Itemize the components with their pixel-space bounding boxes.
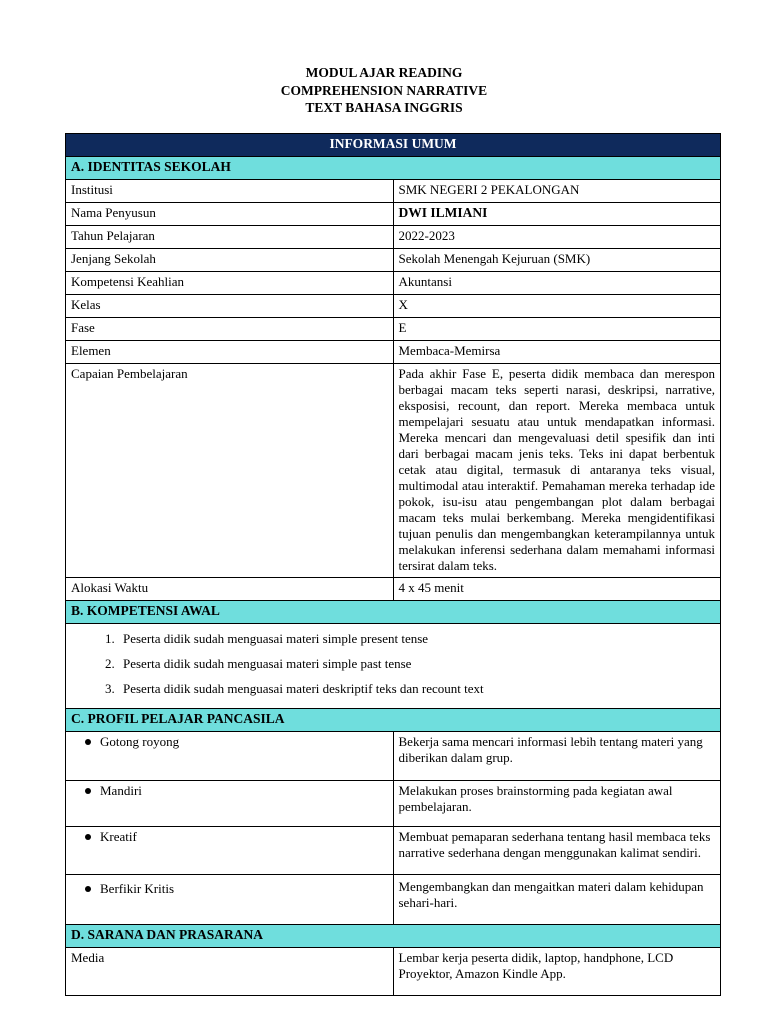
table-row xyxy=(66,318,721,341)
list-item: 1. Peserta didik sudah menguasai materi simple present tense xyxy=(118,630,715,655)
table-header-row xyxy=(66,134,721,157)
profil-label-cell xyxy=(66,732,394,781)
field-label: Elemen xyxy=(66,341,394,364)
section-row-identitas xyxy=(66,157,721,180)
bullet-icon xyxy=(85,739,91,745)
table-row xyxy=(66,249,721,272)
sarana-row xyxy=(66,948,721,996)
field-value: Akuntansi xyxy=(393,272,721,295)
section-row-profil xyxy=(66,709,721,732)
field-value: 4 x 45 menit xyxy=(393,578,721,601)
field-label: Institusi xyxy=(66,180,394,203)
bullet-icon xyxy=(85,834,91,840)
table-row-capaian xyxy=(66,364,721,578)
profil-label-cell xyxy=(66,875,394,925)
field-value: Sekolah Menengah Kejuruan (SMK) xyxy=(393,249,721,272)
field-value: SMK NEGERI 2 PEKALONGAN xyxy=(393,180,721,203)
field-value: Lembar kerja peserta didik, laptop, handphone, LCD Proyektor, Amazon Kindle App. xyxy=(393,948,721,996)
profil-row xyxy=(66,827,721,875)
profil-label: Mandiri xyxy=(100,783,142,798)
kompetensi-list xyxy=(71,630,715,705)
field-value: 2022-2023 xyxy=(393,226,721,249)
kompetensi-list-cell xyxy=(66,624,721,709)
field-label: Kelas xyxy=(66,295,394,318)
field-label: Media xyxy=(66,948,394,996)
field-label: Capaian Pembelajaran xyxy=(66,364,394,578)
section-heading-profil: C. PROFIL PELAJAR PANCASILA xyxy=(66,709,721,732)
table-row xyxy=(66,295,721,318)
field-label: Nama Penyusun xyxy=(66,203,394,226)
section-row-sarana xyxy=(66,925,721,948)
profil-value: Melakukan proses brainstorming pada kegiatan awal pembelajaran. xyxy=(393,781,721,827)
module-table xyxy=(65,133,721,996)
profil-value: Membuat pemaparan sederhana tentang hasil membaca teks narrative sederhana dengan menggunakan kalimat sendiri. xyxy=(393,827,721,875)
kompetensi-row xyxy=(66,624,721,709)
profil-row xyxy=(66,732,721,781)
field-value: E xyxy=(393,318,721,341)
profil-label: Berfikir Kritis xyxy=(100,881,175,896)
table-row xyxy=(66,203,721,226)
bullet-icon xyxy=(85,886,91,892)
section-row-kompetensi xyxy=(66,601,721,624)
table-row xyxy=(66,578,721,601)
capaian-text: Pada akhir Fase E, peserta didik membaca dan merespon berbagai macam teks seperti narasi, deskripsi, narrative, eksposisi, recount, dan report. Mereka membaca untuk mempelajari sesuatu atau untuk mendapatkan informasi. Mereka mencari dan mengevaluasi detil spesifik dan inti dari berbagai macam jenis teks. Teks ini dapat berbentuk cetak atau digital, termasuk di antaranya teks visual, multimodal atau interaktif. Pemahaman mereka terhadap ide pokok, isu-isu atau pengembangan plot dalam berbagai macam teks mulai berkembang. Mereka mengidentifikasi tujuan penulis dan mengembangkan keterampilannya untuk melakukan inferensi sederhana dalam memahami informasi tersirat dalam teks. xyxy=(393,364,721,578)
title-line-3: TEXT BAHASA INGGRIS xyxy=(305,100,463,115)
bullet-icon xyxy=(85,788,91,794)
field-value: Membaca-Memirsa xyxy=(393,341,721,364)
profil-row xyxy=(66,781,721,827)
list-item: 3. Peserta didik sudah menguasai materi deskriptif teks dan recount text xyxy=(118,680,715,705)
field-label: Tahun Pelajaran xyxy=(66,226,394,249)
field-label: Fase xyxy=(66,318,394,341)
field-value: DWI ILMIANI xyxy=(393,203,721,226)
table-row xyxy=(66,341,721,364)
profil-row xyxy=(66,875,721,925)
table-row xyxy=(66,272,721,295)
section-heading-sarana: D. SARANA DAN PRASARANA xyxy=(66,925,721,948)
profil-value: Mengembangkan dan mengaitkan materi dalam kehidupan sehari-hari. xyxy=(393,875,721,925)
table-row xyxy=(66,180,721,203)
table-header: INFORMASI UMUM xyxy=(66,134,721,157)
document-title xyxy=(0,64,768,117)
field-value: X xyxy=(393,295,721,318)
profil-label: Gotong royong xyxy=(100,734,180,749)
field-label: Alokasi Waktu xyxy=(66,578,394,601)
field-label: Kompetensi Keahlian xyxy=(66,272,394,295)
profil-label-cell xyxy=(66,781,394,827)
section-heading-identitas: A. IDENTITAS SEKOLAH xyxy=(66,157,721,180)
profil-value: Bekerja sama mencari informasi lebih tentang materi yang diberikan dalam grup. xyxy=(393,732,721,781)
field-label: Jenjang Sekolah xyxy=(66,249,394,272)
title-line-1: MODUL AJAR READING xyxy=(305,65,463,80)
profil-label-cell xyxy=(66,827,394,875)
section-heading-kompetensi: B. KOMPETENSI AWAL xyxy=(66,601,721,624)
table-row xyxy=(66,226,721,249)
profil-label: Kreatif xyxy=(100,829,137,844)
list-item: 2. Peserta didik sudah menguasai materi simple past tense xyxy=(118,655,715,680)
title-line-2: COMPREHENSION NARRATIVE xyxy=(280,82,488,98)
